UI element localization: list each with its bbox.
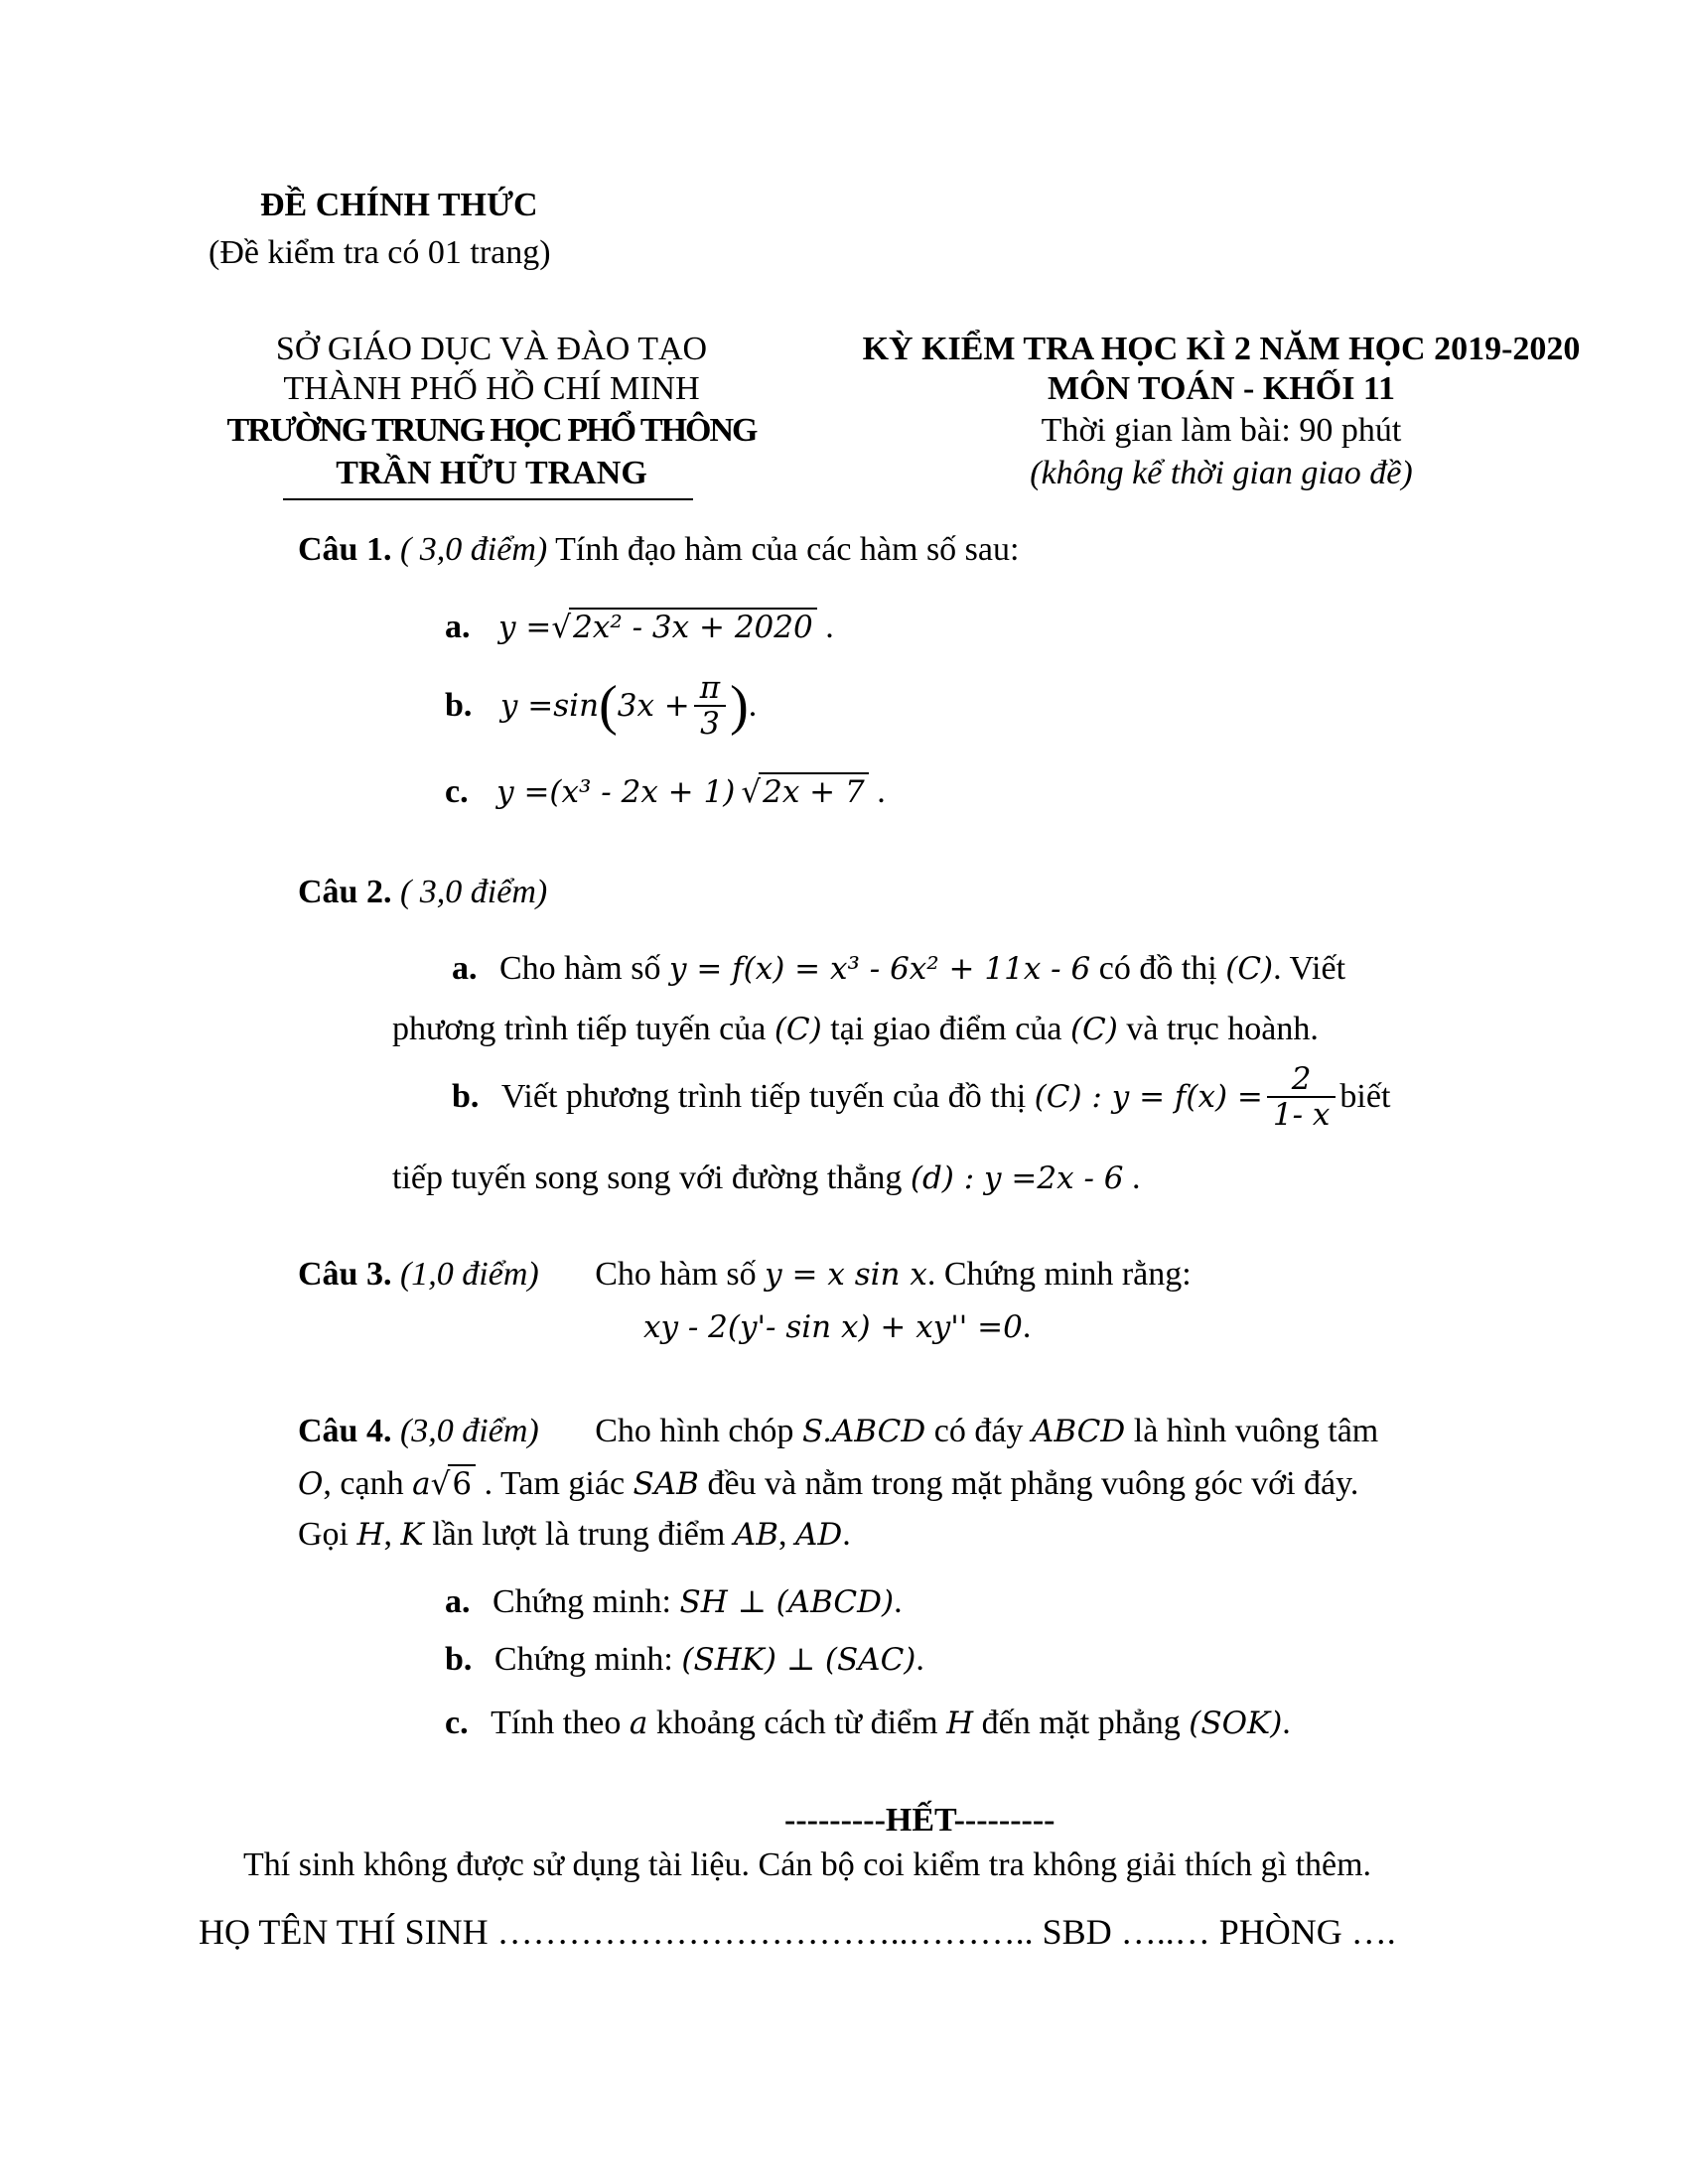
q4-c-text1: Tính theo (491, 1705, 622, 1741)
q4-a: a. Chứng minh: SH ⊥ (ABCD). (445, 1583, 903, 1620)
q4-base: ABCD (1031, 1414, 1126, 1449)
q2-a-line2 (392, 1011, 1319, 1048)
q4-point-k: K (400, 1517, 424, 1553)
q2-a-text1: Cho hàm số (499, 950, 661, 987)
q3-line2: xy - 2(y'- sin x) + xy'' =0. (643, 1308, 1032, 1345)
q4-c-math1: a (629, 1706, 648, 1741)
q4-side-a: a (412, 1466, 431, 1502)
subject: MÔN TOÁN - KHỐI 11 (1047, 370, 1396, 407)
q4-text8: lần lượt là trung điểm (432, 1516, 726, 1553)
school-line1: TRƯỜNG TRUNG HỌC PHỔ THÔNG (226, 412, 757, 449)
q4-text3: là hình vuông tâm (1133, 1413, 1379, 1449)
q4-b-text: Chứng minh: (493, 1641, 673, 1678)
q4-seg-ab: AB (733, 1517, 779, 1553)
q4-line1 (298, 1413, 1378, 1450)
q4-center: O (298, 1466, 324, 1502)
q2-a-line2-text1: phương trình tiếp tuyến của (392, 1011, 767, 1047)
q4-c-text2: khoảng cách từ điểm (655, 1705, 938, 1741)
q1-b-lhs: y =sin (499, 688, 600, 725)
q1-b-label: b. (445, 687, 473, 725)
q2-b-line2-math: (d) : y =2x - 6 (910, 1160, 1124, 1196)
footer-note: Thí sinh không được sử dụng tài liệu. Cán bộ coi kiểm tra không giải thích gì thêm. (243, 1846, 1372, 1883)
official-label: ĐỀ CHÍNH THỨC (260, 187, 538, 223)
duration-note: (không kể thời gian giao đề) (1030, 455, 1413, 491)
q3-text1: Cho hàm số (595, 1256, 757, 1293)
q1-c-radicand: 2x + 7 (759, 772, 869, 810)
q2-b-label: b. (452, 1078, 480, 1116)
q4-b: b. Chứng minh: (SHK) ⊥ (SAC). (445, 1641, 924, 1678)
q4-point-h: H (356, 1517, 384, 1553)
q4-c-label: c. (445, 1705, 469, 1741)
q4-line3: Gọi H, K lần lượt là trung điểm AB, AD. (298, 1516, 851, 1553)
q4-a-text: Chứng minh: (492, 1583, 671, 1620)
q2-a-function: y = f(x) = x³ - 6x² + 11x - 6 (668, 951, 1091, 987)
q4-b-math: (SHK) ⊥ (SAC) (681, 1642, 916, 1678)
q4-c-text3: đến mặt phẳng (981, 1705, 1181, 1741)
duration: Thời gian làm bài: 90 phút (1041, 412, 1402, 449)
header-divider (283, 498, 693, 500)
q1-b-num: π (694, 671, 726, 707)
q2-a-line2-text2: tại giao điểm của (830, 1011, 1062, 1047)
q4-text6: đều và nằm trong mặt phẳng vuông góc với đáy. (707, 1465, 1359, 1502)
q2-b-line1 (452, 1062, 1390, 1132)
pages-note: (Đề kiểm tra có 01 trang) (209, 234, 551, 271)
q1-text: Tính đạo hàm của các hàm số sau: (555, 531, 1020, 568)
q3-label: Câu 3. (298, 1256, 392, 1293)
q2-b-function: (C) : y = f(x) = (1034, 1079, 1263, 1116)
q1-a-lhs: y = (498, 610, 552, 645)
q4-side-rad: 6 (448, 1464, 476, 1502)
school-line2: TRẦN HỮU TRANG (336, 455, 647, 491)
end-marker: ---------HẾT--------- (784, 1802, 1055, 1839)
q1-c-label: c. (445, 773, 469, 810)
q4-seg-ad: AD (795, 1517, 843, 1553)
q1-label: Câu 1. (298, 531, 392, 568)
q4-label: Câu 4. (298, 1413, 392, 1449)
dept-line1: SỞ GIÁO DỤC VÀ ĐÀO TẠO (275, 331, 708, 367)
q1-b-den: 3 (700, 706, 720, 743)
q2-b-line2-text: tiếp tuyến song song với đường thẳng (392, 1160, 903, 1196)
q1-points: ( 3,0 điểm) (399, 531, 548, 568)
q1-a: a. y =√2x² - 3x + 2020 . (445, 609, 834, 645)
q4-text1: Cho hình chóp (595, 1413, 794, 1449)
q2-b-line2: tiếp tuyến song song với đường thẳng (d) : y =2x - 6 . (392, 1160, 1141, 1196)
q3-points: (1,0 điểm) (399, 1256, 539, 1293)
q1-a-label: a. (445, 609, 471, 645)
q1-b: b. y =sin(3x + $\frac{\pi}{3}$ ). (445, 670, 758, 743)
q2-a-text3: . Viết (1273, 950, 1346, 987)
q2-a-graph: (C) (1225, 951, 1274, 987)
dept-line2: THÀNH PHỐ HỒ CHÍ MINH (283, 370, 700, 407)
q2-label: Câu 2. (298, 874, 392, 910)
q4-pyramid: S.ABCD (801, 1414, 926, 1449)
q4-c-math3: (SOK) (1189, 1706, 1283, 1741)
q4-c-math2: H (946, 1706, 974, 1741)
q4-b-label: b. (445, 1641, 473, 1678)
q2-prompt (298, 874, 547, 911)
q2-b-text1: Viết phương trình tiếp tuyến của đồ thị (500, 1078, 1027, 1116)
q1-c: c. y =(x³ - 2x + 1) √2x + 7 . (445, 773, 886, 810)
q1-a-radicand: 2x² - 3x + 2020 (569, 608, 817, 645)
q2-b-num: 2 (1267, 1062, 1336, 1098)
q2-points: ( 3,0 điểm) (399, 874, 548, 910)
q1-b-inner: 3x + (617, 688, 690, 725)
q4-triangle: SAB (633, 1466, 699, 1502)
q2-a-line1 (452, 950, 1345, 988)
q4-text2: có đáy (933, 1413, 1024, 1449)
q1-prompt (298, 531, 1019, 569)
q2-a-text2: có đồ thị (1098, 950, 1217, 987)
q2-a-line2-math1: (C) (774, 1012, 822, 1047)
q4-points: (3,0 điểm) (399, 1413, 539, 1449)
q2-b-den: 1- x (1272, 1097, 1331, 1134)
q4-text5: . Tam giác (484, 1465, 626, 1502)
q2-a-line2-text3: và trục hoành. (1126, 1011, 1319, 1047)
q4-text7: Gọi (298, 1516, 349, 1553)
q2-b-text2: biết (1339, 1078, 1391, 1116)
q4-text4: , cạnh (323, 1465, 404, 1502)
q2-a-label: a. (452, 950, 478, 987)
q4-a-math: SH ⊥ (ABCD) (679, 1584, 895, 1620)
q3-text2: . Chứng minh rằng: (926, 1256, 1192, 1293)
q4-line2: O, cạnh a√6 . Tam giác SAB đều và nằm trong mặt phẳng vuông góc với đáy. (298, 1465, 1359, 1502)
q1-c-lhs: y =(x³ - 2x + 1) (496, 774, 736, 810)
exam-title: KỲ KIỂM TRA HỌC KÌ 2 NĂM HỌC 2019-2020 (862, 331, 1581, 367)
q4-c: c. Tính theo a khoảng cách từ điểm H đến mặt phẳng (SOK). (445, 1705, 1291, 1741)
q2-a-line2-math2: (C) (1069, 1012, 1118, 1047)
q3-function: y = x sin x (765, 1257, 927, 1293)
q3-identity: xy - 2(y'- sin x) + xy'' =0 (643, 1309, 1023, 1345)
candidate-info-line: HỌ TÊN THÍ SINH ……………………………..……….. SBD …..… PHÒNG …. (199, 1912, 1396, 1952)
q3-line1 (298, 1256, 1192, 1294)
q4-a-label: a. (445, 1583, 471, 1620)
